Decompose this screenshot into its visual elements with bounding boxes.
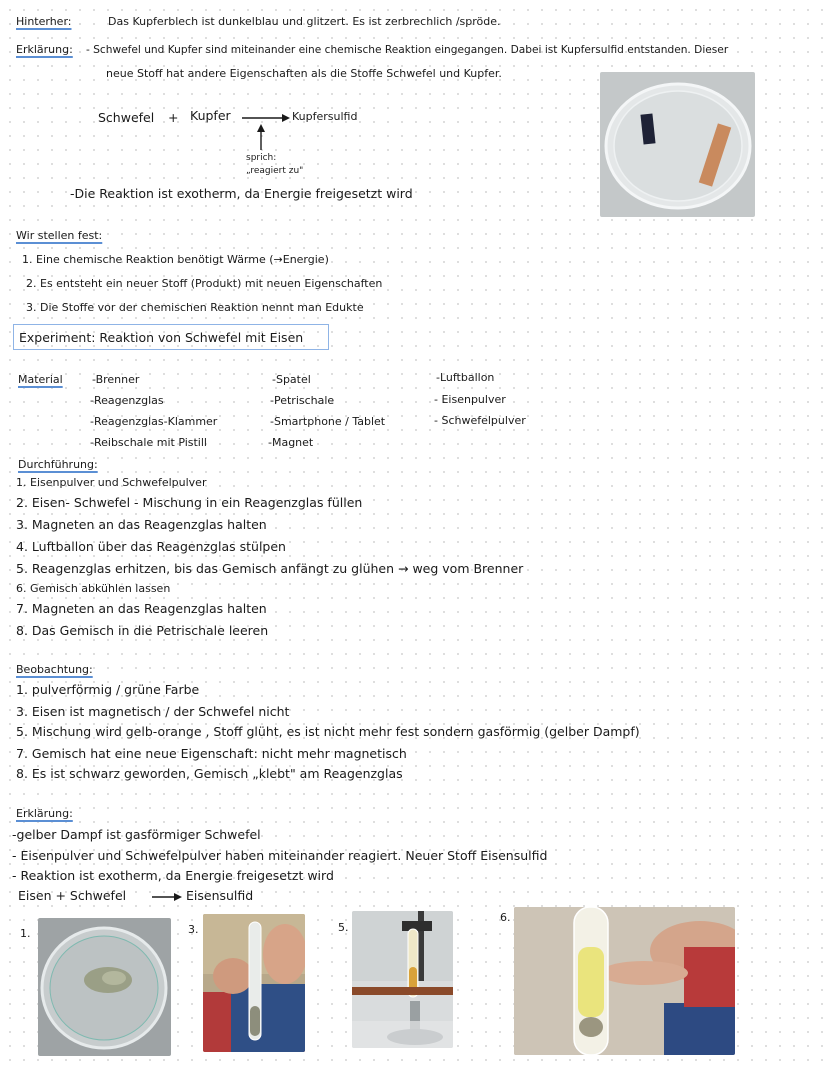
material-item: -Petrischale [270,394,335,407]
experiment-title: Experiment: Reaktion von Schwefel mit Eisen [19,330,304,345]
durchfuehrung-step: 1. Eisenpulver und Schwefelpulver [16,476,207,489]
equation-reactant-2: Kupfer [190,108,231,123]
durchfuehrung-step: 2. Eisen- Schwefel - Mischung in ein Reagenzglas füllen [16,495,363,510]
equation-note-1: sprich: [246,153,277,163]
material-item: -Smartphone / Tablet [270,415,386,428]
photo-petri-powder [38,918,171,1056]
photo-petri-copper [600,72,755,217]
beobachtung-item: 7. Gemisch hat eine neue Eigenschaft: nicht mehr magnetisch [16,746,407,761]
material-item: - Schwefelpulver [434,414,526,427]
photo-result-tube [514,907,735,1055]
material-item: -Reagenzglas [90,394,164,407]
erklaerung2-item: - Reaktion ist exotherm, da Energie freigesetzt wird [12,868,334,883]
beobachtung-title: Beobachtung: [16,663,93,676]
photo-magnet-test [203,914,305,1052]
photo-label: 6. [500,911,511,924]
feststellung-item: 3. Die Stoffe vor der chemischen Reaktion nennt man Edukte [26,301,364,314]
erklaerung2-equation-right: Eisensulfid [186,888,254,903]
material-item: -Brenner [92,373,140,386]
erklaerung2-item: -gelber Dampf ist gasförmiger Schwefel [12,827,261,842]
erklaerung2-equation-left: Eisen + Schwefel [18,888,127,903]
beobachtung-item: 3. Eisen ist magnetisch / der Schwefel nicht [16,704,290,719]
equation-reactant-1: Schwefel [98,110,155,125]
beobachtung-item: 5. Mischung wird gelb-orange , Stoff glüht, es ist nicht mehr fest sondern gasförmig (gelber Dampf) [16,724,640,739]
durchfuehrung-step: 6. Gemisch abkühlen lassen [16,582,171,595]
equation-product: Kupfersulfid [292,110,358,123]
photo-label: 5. [338,921,349,934]
material-label: Material [18,373,63,386]
material-item: - Eisenpulver [434,393,506,406]
material-item: -Magnet [268,436,314,449]
beobachtung-item: 8. Es ist schwarz geworden, Gemisch „klebt" am Reagenzglas [16,766,403,781]
reaction-arrow-icon [152,892,182,902]
erklaerung2-item: - Eisenpulver und Schwefelpulver haben miteinander reagiert. Neuer Stoff Eisensulfid [12,848,548,863]
feststellung-item: 2. Es entsteht ein neuer Stoff (Produkt) mit neuen Eigenschaften [26,277,383,290]
material-item: -Luftballon [436,371,495,384]
equation-plus: + [168,110,179,125]
durchfuehrung-step: 7. Magneten an das Reagenzglas halten [16,601,267,616]
erklaerung2-title: Erklärung: [16,807,73,820]
photo-label: 3. [188,923,199,936]
exotherm-note: -Die Reaktion ist exotherm, da Energie freigesetzt wird [70,186,413,201]
feststellung-title: Wir stellen fest: [16,229,103,242]
material-item: -Reagenzglas-Klammer [90,415,218,428]
beobachtung-item: 1. pulverförmig / grüne Farbe [16,682,200,697]
feststellung-item: 1. Eine chemische Reaktion benötigt Wärme (→Energie) [22,253,329,266]
up-arrow-icon [256,124,266,150]
durchfuehrung-step: 8. Das Gemisch in die Petrischale leeren [16,623,269,638]
erklaerung-line-1: - Schwefel und Kupfer sind miteinander eine chemische Reaktion eingegangen. Dabei ist Kupfersulfid entstanden. Dieser [86,44,729,56]
durchfuehrung-step: 5. Reagenzglas erhitzen, bis das Gemisch anfängt zu glühen → weg vom Brenner [16,561,524,576]
durchfuehrung-step: 3. Magneten an das Reagenzglas halten [16,517,267,532]
durchfuehrung-step: 4. Luftballon über das Reagenzglas stülpen [16,539,286,554]
equation-note-2: „reagiert zu" [246,166,304,176]
material-item: -Reibschale mit Pistill [90,436,207,449]
photo-label: 1. [20,927,31,940]
reaction-arrow-icon [242,112,290,124]
erklaerung-label: Erklärung: [16,43,73,56]
material-item: -Spatel [272,373,311,386]
photo-heating [352,911,453,1048]
header-label: Hinterher: [16,15,72,28]
durchfuehrung-title: Durchführung: [18,458,98,471]
header-text: Das Kupferblech ist dunkelblau und glitzert. Es ist zerbrechlich /spröde. [108,15,501,28]
erklaerung-line-2: neue Stoff hat andere Eigenschaften als die Stoffe Schwefel und Kupfer. [106,67,502,80]
